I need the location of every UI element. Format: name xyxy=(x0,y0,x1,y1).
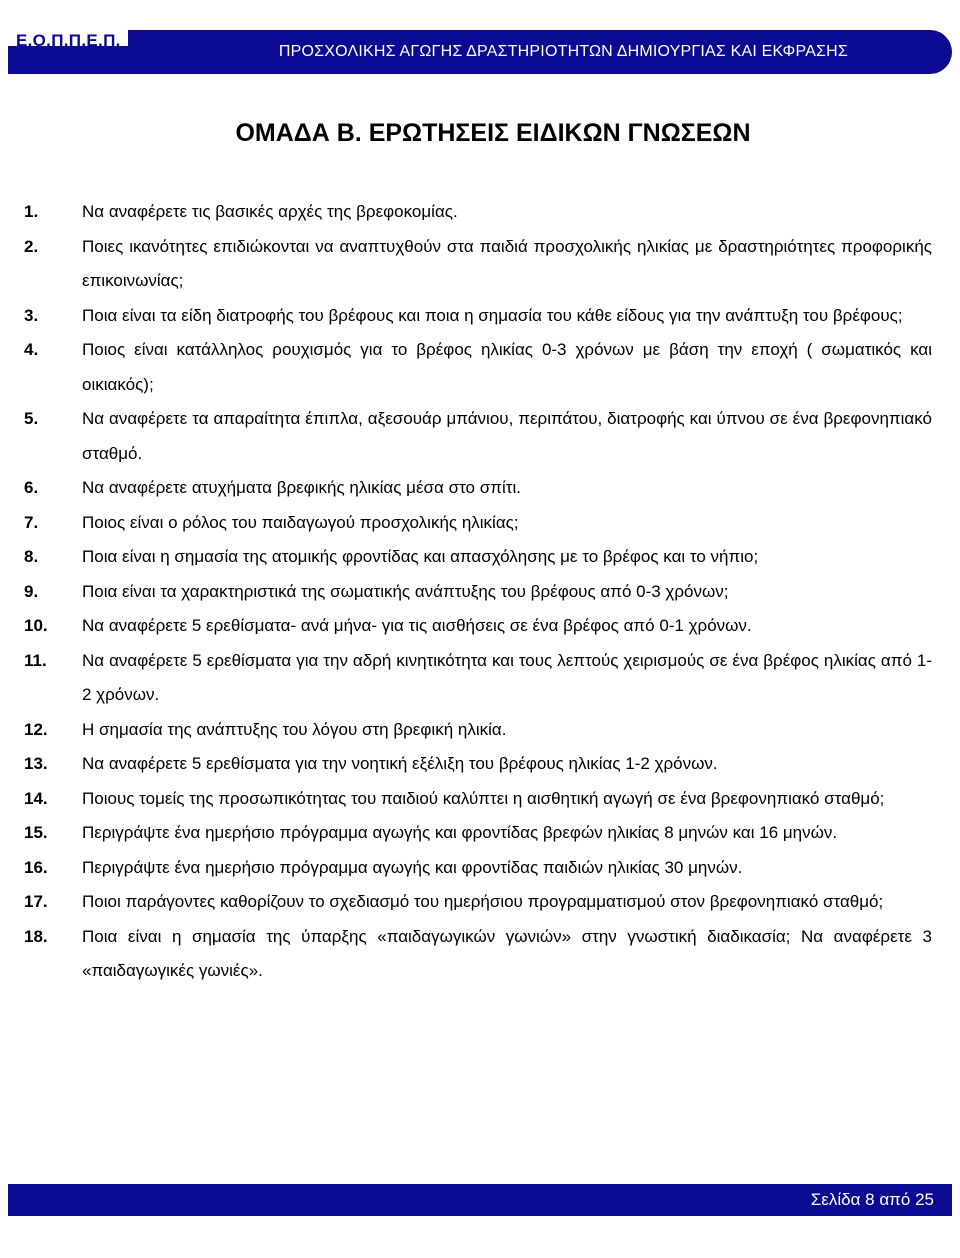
question-text: Να αναφέρετε 5 ερεθίσματα- ανά μήνα- για τις αισθήσεις σε ένα βρέφος από 0-1 χρόνων. xyxy=(82,616,752,635)
question-number: 8. xyxy=(24,547,39,566)
question-item xyxy=(24,816,932,851)
question-number: 17. xyxy=(24,892,48,911)
question-text: Να αναφέρετε ατυχήματα βρεφικής ηλικίας μέσα στο σπίτι. xyxy=(82,478,521,497)
question-text: Περιγράψτε ένα ημερήσιο πρόγραμμα αγωγής και φροντίδας παιδιών ηλικίας 30 μηνών. xyxy=(82,857,743,877)
question-number: 1. xyxy=(24,202,39,221)
question-text: Ποιες ικανότητες επιδιώκονται να αναπτυχθούν στα παιδιά προσχολικής ηλικίας με δραστηριότητες προφορικής επικοινωνίας; xyxy=(82,236,932,290)
question-text: Να αναφέρετε τις βασικές αρχές της βρεφοκομίας. xyxy=(82,202,458,221)
question-text: Ποια είναι η σημασία της ατομικής φροντίδας και απασχόλησης με το βρέφος και το νήπιο; xyxy=(82,547,759,566)
question-item xyxy=(24,471,932,506)
question-number: 6. xyxy=(24,478,39,497)
question-number: 18. xyxy=(24,926,48,946)
question-text: Ποια είναι η σημασία της ύπαρξης «παιδαγωγικών γωνιών» στην γνωστική διαδικασία; Να αναφέρετε 3 «παιδαγωγικές γωνιές». xyxy=(82,926,932,980)
question-item xyxy=(24,644,932,713)
question-text: Η σημασία της ανάπτυξης του λόγου στη βρεφική ηλικία. xyxy=(82,719,507,739)
question-item xyxy=(24,920,932,989)
question-item xyxy=(24,713,932,748)
question-item xyxy=(24,782,932,817)
question-number: 5. xyxy=(24,409,39,428)
question-item xyxy=(24,506,932,541)
question-number: 2. xyxy=(24,236,39,256)
question-text: Να αναφέρετε τα απαραίτητα έπιπλα, αξεσουάρ μπάνιου, περιπάτου, διατροφής και ύπνου σε ένα βρεφονηπιακό σταθμό. xyxy=(82,409,932,463)
question-number: 12. xyxy=(24,719,48,739)
question-text: Ποια είναι τα χαρακτηριστικά της σωματικής ανάπτυξης του βρέφους από 0-3 χρόνων; xyxy=(82,581,729,601)
question-item xyxy=(24,333,932,402)
question-text: Περιγράψτε ένα ημερήσιο πρόγραμμα αγωγής και φροντίδας βρεφών ηλικίας 8 μηνών και 16 μηνών. xyxy=(82,823,838,842)
page-title: ΟΜΑΔΑ Β. ΕΡΩΤΗΣΕΙΣ ΕΙΔΙΚΩΝ ΓΝΩΣΕΩΝ xyxy=(235,119,751,147)
question-item xyxy=(24,299,932,334)
question-number: 9. xyxy=(24,581,39,601)
question-item xyxy=(24,230,932,299)
question-item xyxy=(24,575,932,610)
question-text: Ποιος είναι ο ρόλος του παιδαγωγού προσχολικής ηλικίας; xyxy=(82,512,519,532)
header-organization-label: Ε.Ο.Π.Π.Ε.Π. xyxy=(16,31,121,50)
question-text: Ποιους τομείς της προσωπικότητας του παιδιού καλύπτει η αισθητική αγωγή σε ένα βρεφονηπιακό σταθμό; xyxy=(82,788,885,808)
question-text: Ποια είναι τα είδη διατροφής του βρέφους και ποια η σημασία του κάθε είδους για την ανάπτυξη του βρέφους; xyxy=(82,305,903,325)
question-number: 4. xyxy=(24,340,39,359)
question-number: 7. xyxy=(24,512,39,532)
question-text: Να αναφέρετε 5 ερεθίσματα για την αδρή κινητικότητα και τους λεπτούς χειρισμούς σε ένα βρέφος ηλικίας από 1-2 χρόνων. xyxy=(82,650,932,704)
question-number: 13. xyxy=(24,754,48,773)
question-text: Να αναφέρετε 5 ερεθίσματα για την νοητική εξέλιξη του βρέφους ηλικίας 1-2 χρόνων. xyxy=(82,754,718,773)
question-text: Ποιοι παράγοντες καθορίζουν το σχεδιασμό του ημερήσιου προγραμματισμού στον βρεφονηπιακό σταθμό; xyxy=(82,892,884,911)
question-number: 15. xyxy=(24,823,48,842)
question-number: 10. xyxy=(24,616,48,635)
question-number: 14. xyxy=(24,788,48,808)
question-number: 16. xyxy=(24,857,48,877)
question-number: 11. xyxy=(24,650,47,670)
question-item xyxy=(24,747,932,782)
question-item xyxy=(24,402,932,471)
question-item xyxy=(24,885,932,920)
header-section-title: ΠΡΟΣΧΟΛΙΚΗΣ ΑΓΩΓΗΣ ΔΡΑΣΤΗΡΙΟΤΗΤΩΝ ΔΗΜΙΟΥΡΓΙΑΣ ΚΑΙ ΕΚΦΡΑΣΗΣ xyxy=(278,43,848,60)
question-item xyxy=(24,540,932,575)
question-item xyxy=(24,195,932,230)
question-item xyxy=(24,609,932,644)
page-number: Σελίδα 8 από 25 xyxy=(810,1190,934,1209)
question-list xyxy=(24,195,932,989)
question-text: Ποιος είναι κατάλληλος ρουχισμός για το βρέφος ηλικίας 0-3 χρόνων με βάση την εποχή ( σωματικός και οικιακός); xyxy=(82,340,932,394)
question-item xyxy=(24,851,932,886)
question-number: 3. xyxy=(24,305,39,325)
